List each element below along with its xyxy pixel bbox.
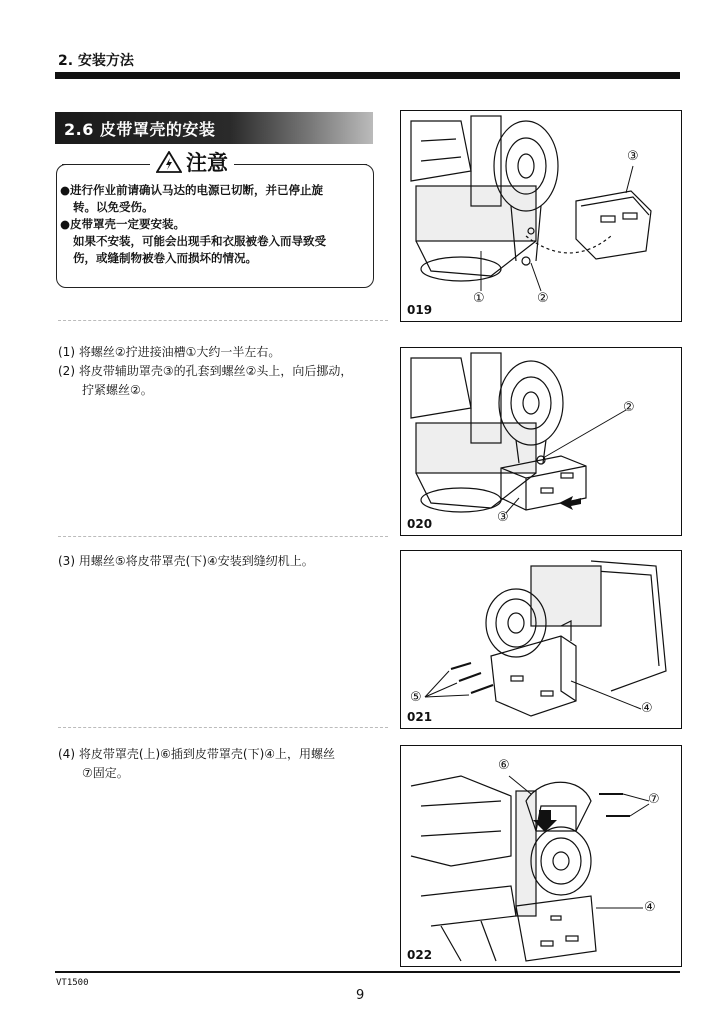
footer-model: VT1500 [56, 978, 89, 988]
section-title: 2.6 皮带罩壳的安装 [64, 120, 216, 139]
footer-rule [55, 971, 680, 973]
callout-2: ② [537, 291, 549, 306]
caution-line: ●进行作业前请确认马达的电源已切断，并已停止旋 [60, 183, 324, 197]
belt-cover-lower-illustration [401, 551, 681, 728]
figure-label: 021 [407, 710, 433, 724]
figure-020 [400, 347, 682, 536]
caution-title: 注意 [186, 151, 228, 175]
callout-7: ⑦ [648, 792, 660, 807]
belt-guide-illustration [401, 111, 681, 321]
bullet-icon: ● [60, 183, 71, 197]
callout-3: ③ [497, 510, 509, 525]
header-rule [55, 72, 680, 79]
caution-line: ●皮带罩壳一定要安装。 [60, 217, 186, 231]
step-4: (4) 将皮带罩壳(上)⑥插到皮带罩壳(下)④上，用螺丝 ⑦固定。 [58, 747, 336, 780]
page-number: 9 [356, 988, 365, 1003]
callout-5: ⑤ [410, 690, 422, 705]
caution-line: 伤，或缝制物被卷入而损坏的情况。 [73, 251, 257, 265]
callout-3: ③ [627, 149, 639, 164]
caution-line: 转。以免受伤。 [73, 200, 154, 214]
callout-4: ④ [644, 900, 656, 915]
callout-4: ④ [641, 701, 653, 716]
figure-021 [400, 550, 682, 729]
figure-label: 019 [407, 303, 433, 317]
caution-header [150, 147, 234, 177]
step-3: (3) 用螺丝⑤将皮带罩壳(下)④安装到缝纫机上。 [58, 554, 314, 568]
warning-triangle-icon [156, 151, 182, 173]
figure-label: 020 [407, 517, 433, 531]
bullet-icon: ● [60, 217, 71, 231]
caution-line: 如果不安装，可能会出现手和衣服被卷入而导致受 [73, 234, 326, 248]
figure-022 [400, 745, 682, 967]
caution-text [60, 182, 372, 267]
belt-cover-upper-illustration [401, 746, 681, 966]
step-1: (1) 将螺丝②拧进接油槽①大约一半左右。 [58, 345, 281, 359]
belt-guide-assembled-illustration [401, 348, 681, 535]
figure-019 [400, 110, 682, 322]
callout-2: ② [623, 400, 635, 415]
callout-1: ① [473, 291, 485, 306]
step-2: (2) 将皮带辅助罩壳③的孔套到螺丝②头上，向后挪动， 拧紧螺丝②。 [58, 364, 353, 397]
callout-6: ⑥ [498, 758, 510, 773]
page-header-title: 2. 安装方法 [58, 53, 134, 69]
figure-label: 022 [407, 948, 433, 962]
